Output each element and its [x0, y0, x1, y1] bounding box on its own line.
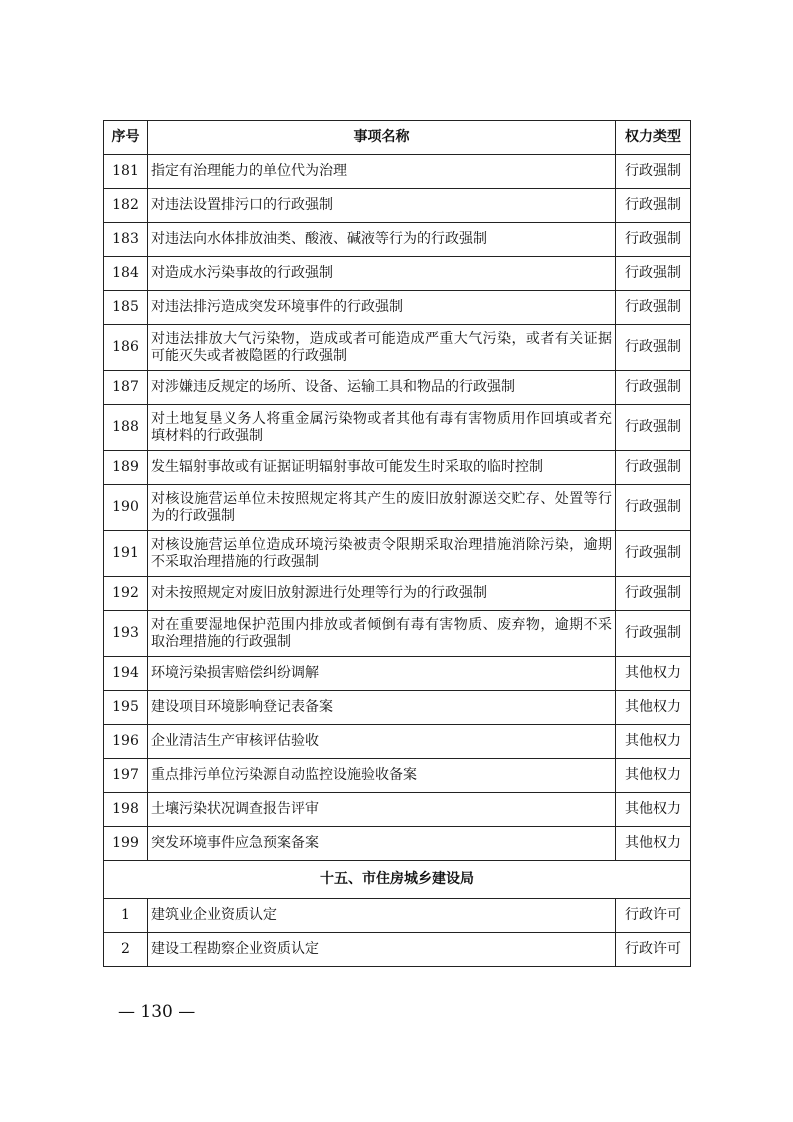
table-row — [104, 531, 691, 577]
row-type: 行政许可 — [616, 933, 691, 967]
table-row — [104, 189, 691, 223]
row-num: 186 — [104, 325, 148, 371]
row-num: 183 — [104, 223, 148, 257]
table-row — [104, 291, 691, 325]
row-type: 行政强制 — [616, 611, 691, 657]
powers-table — [103, 120, 691, 967]
table-row — [104, 827, 691, 861]
header-type: 权力类型 — [616, 121, 691, 155]
table-row — [104, 485, 691, 531]
row-type: 行政许可 — [616, 899, 691, 933]
table-row — [104, 155, 691, 189]
row-name: 建筑业企业资质认定 — [148, 899, 616, 933]
row-num: 197 — [104, 759, 148, 793]
table-row — [104, 451, 691, 485]
row-name: 对核设施营运单位造成环境污染被责令限期采取治理措施消除污染，逾期不采取治理措施的行政强制 — [148, 531, 616, 577]
row-num: 193 — [104, 611, 148, 657]
row-type: 行政强制 — [616, 223, 691, 257]
row-name: 突发环境事件应急预案备案 — [148, 827, 616, 861]
row-num: 190 — [104, 485, 148, 531]
row-name: 对土地复垦义务人将重金属污染物或者其他有毒有害物质用作回填或者充填材料的行政强制 — [148, 405, 616, 451]
row-name: 建设项目环境影响登记表备案 — [148, 691, 616, 725]
row-name: 土壤污染状况调查报告评审 — [148, 793, 616, 827]
row-type: 其他权力 — [616, 793, 691, 827]
table-row — [104, 371, 691, 405]
row-name: 发生辐射事故或有证据证明辐射事故可能发生时采取的临时控制 — [148, 451, 616, 485]
row-num: 2 — [104, 933, 148, 967]
row-type: 行政强制 — [616, 485, 691, 531]
row-name: 对违法设置排污口的行政强制 — [148, 189, 616, 223]
row-num: 187 — [104, 371, 148, 405]
row-num: 191 — [104, 531, 148, 577]
row-name: 指定有治理能力的单位代为治理 — [148, 155, 616, 189]
section-title: 十五、市住房城乡建设局 — [104, 861, 691, 899]
row-num: 192 — [104, 577, 148, 611]
table-row — [104, 611, 691, 657]
header-num: 序号 — [104, 121, 148, 155]
row-name: 对违法排放大气污染物，造成或者可能造成严重大气污染，或者有关证据可能灭失或者被隐匿的行政强制 — [148, 325, 616, 371]
table-row — [104, 257, 691, 291]
row-num: 198 — [104, 793, 148, 827]
table-row — [104, 759, 691, 793]
row-type: 行政强制 — [616, 257, 691, 291]
row-name: 企业清洁生产审核评估验收 — [148, 725, 616, 759]
table-row — [104, 725, 691, 759]
header-name: 事项名称 — [148, 121, 616, 155]
row-name: 对造成水污染事故的行政强制 — [148, 257, 616, 291]
table-row — [104, 325, 691, 371]
row-num: 195 — [104, 691, 148, 725]
row-name: 对违法排污造成突发环境事件的行政强制 — [148, 291, 616, 325]
row-type: 行政强制 — [616, 291, 691, 325]
row-name: 对核设施营运单位未按照规定将其产生的废旧放射源送交贮存、处置等行为的行政强制 — [148, 485, 616, 531]
row-type: 其他权力 — [616, 691, 691, 725]
row-name: 对涉嫌违反规定的场所、设备、运输工具和物品的行政强制 — [148, 371, 616, 405]
row-num: 1 — [104, 899, 148, 933]
row-num: 189 — [104, 451, 148, 485]
section-header-row — [104, 861, 691, 899]
row-type: 其他权力 — [616, 827, 691, 861]
table-row — [104, 899, 691, 933]
row-num: 188 — [104, 405, 148, 451]
row-type: 行政强制 — [616, 189, 691, 223]
row-num: 184 — [104, 257, 148, 291]
page-number: — 130 — — [118, 1002, 196, 1022]
table-header-row — [104, 121, 691, 155]
row-name: 对违法向水体排放油类、酸液、碱液等行为的行政强制 — [148, 223, 616, 257]
table-row — [104, 933, 691, 967]
row-type: 其他权力 — [616, 759, 691, 793]
row-name: 对未按照规定对废旧放射源进行处理等行为的行政强制 — [148, 577, 616, 611]
row-type: 其他权力 — [616, 657, 691, 691]
row-num: 194 — [104, 657, 148, 691]
table-row — [104, 577, 691, 611]
table-row — [104, 691, 691, 725]
row-type: 行政强制 — [616, 531, 691, 577]
row-num: 181 — [104, 155, 148, 189]
row-name: 环境污染损害赔偿纠纷调解 — [148, 657, 616, 691]
row-type: 行政强制 — [616, 451, 691, 485]
row-num: 196 — [104, 725, 148, 759]
row-num: 182 — [104, 189, 148, 223]
row-name: 建设工程勘察企业资质认定 — [148, 933, 616, 967]
row-type: 行政强制 — [616, 325, 691, 371]
row-type: 行政强制 — [616, 155, 691, 189]
row-name: 重点排污单位污染源自动监控设施验收备案 — [148, 759, 616, 793]
row-type: 行政强制 — [616, 371, 691, 405]
table-row — [104, 405, 691, 451]
table-row — [104, 657, 691, 691]
row-type: 其他权力 — [616, 725, 691, 759]
row-num: 185 — [104, 291, 148, 325]
table-row — [104, 223, 691, 257]
row-name: 对在重要湿地保护范围内排放或者倾倒有毒有害物质、废弃物，逾期不采取治理措施的行政强制 — [148, 611, 616, 657]
row-type: 行政强制 — [616, 405, 691, 451]
table-row — [104, 793, 691, 827]
row-type: 行政强制 — [616, 577, 691, 611]
row-num: 199 — [104, 827, 148, 861]
